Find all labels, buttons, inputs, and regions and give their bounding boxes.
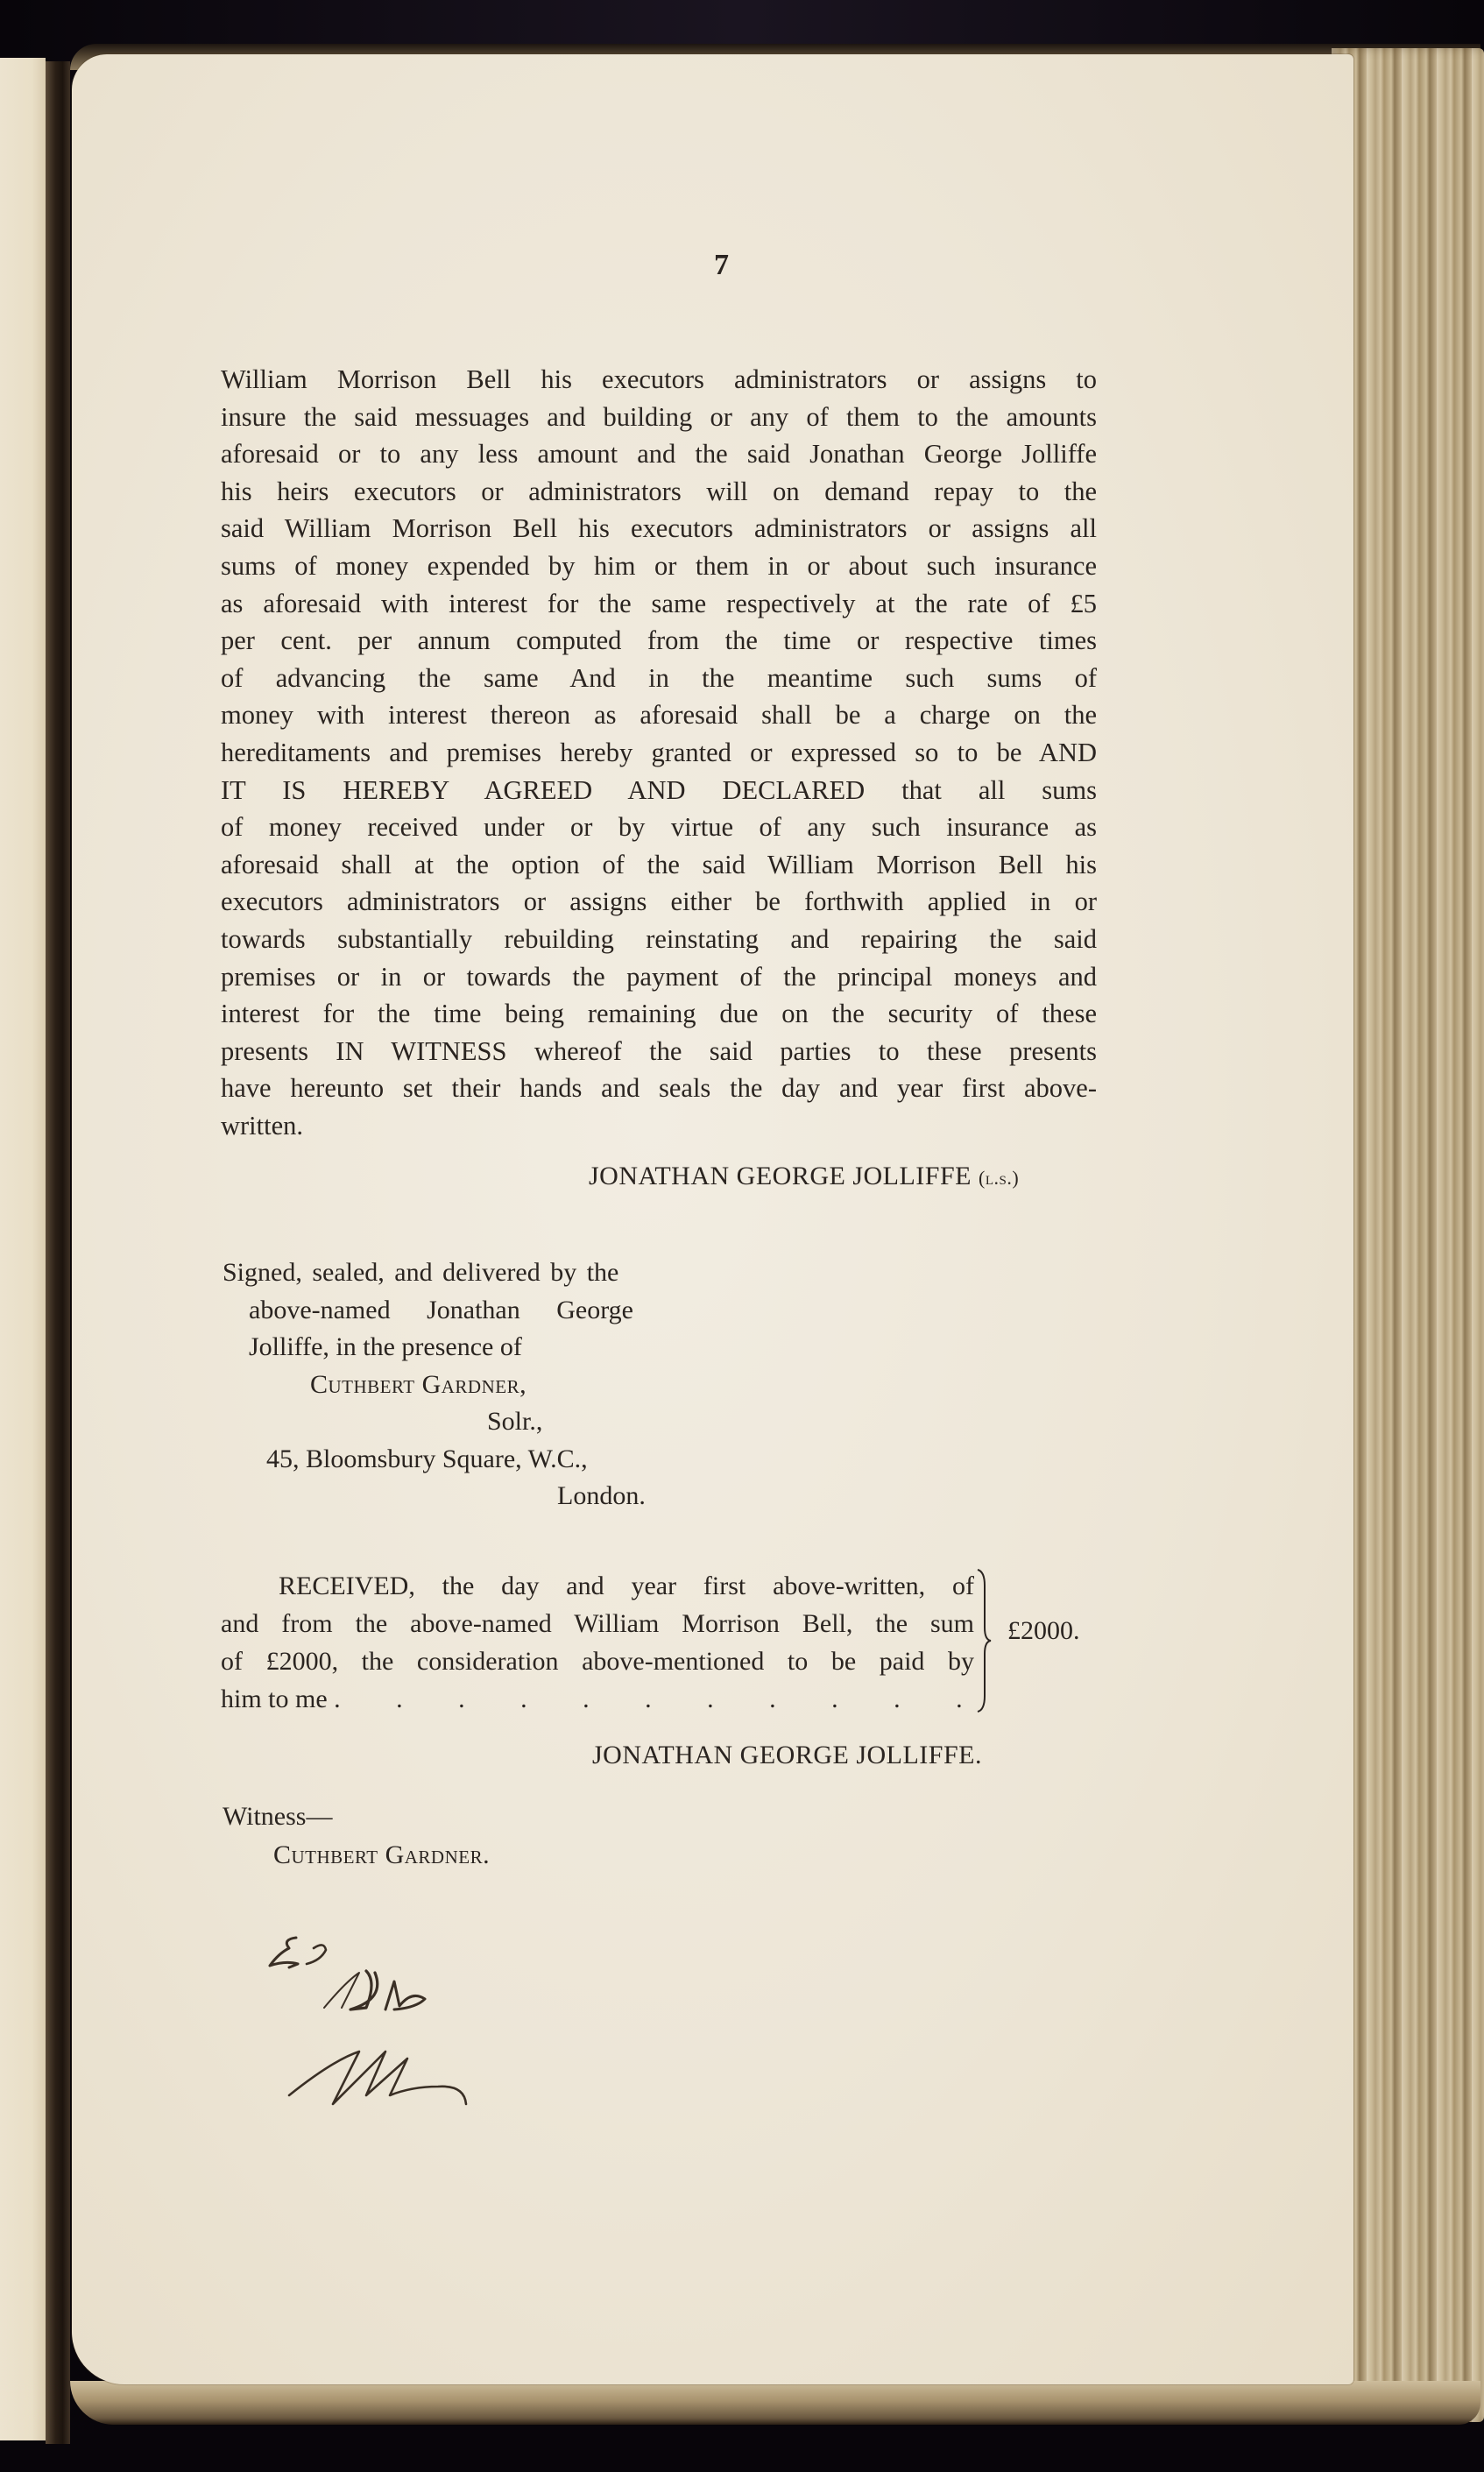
grantor-signature-line bbox=[589, 1162, 1019, 1191]
receipt-line: RECEIVED, the day and year first above-written, of bbox=[279, 1571, 974, 1600]
deed-body-line: have hereunto set their hands and seals the day and year first above- bbox=[221, 1073, 1097, 1104]
receipt-last-words: him to me bbox=[221, 1684, 328, 1713]
right-brace-icon bbox=[976, 1568, 992, 1713]
deed-body-text bbox=[221, 361, 1097, 1144]
attestation-clause bbox=[223, 1254, 696, 1515]
deed-body-line: written. bbox=[221, 1110, 304, 1141]
receipt-line-last bbox=[221, 1680, 987, 1718]
deed-body-line: of advancing the same And in the meantime such sums of bbox=[221, 662, 1097, 693]
witness-name: Cuthbert Gardner. bbox=[273, 1840, 491, 1869]
witness-label: Witness— bbox=[223, 1802, 333, 1831]
deed-body-line: William Morrison Bell his executors administrators or assigns to bbox=[221, 364, 1097, 394]
attesting-witness-title: Solr., bbox=[487, 1407, 543, 1436]
deed-body-line: aforesaid or to any less amount and the said Jonathan George Jolliffe bbox=[221, 439, 1097, 470]
deed-body-line: presents IN WITNESS whereof the said parties to these presents bbox=[221, 1035, 1097, 1066]
deed-body-line: IT IS HEREBY AGREED AND DECLARED that all sums bbox=[221, 774, 1097, 805]
grantor-name: JONATHAN GEORGE JOLLIFFE bbox=[589, 1162, 972, 1190]
receipt-signature: JONATHAN GEORGE JOLLIFFE. bbox=[592, 1741, 982, 1769]
deed-body-line: executors administrators or assigns either be forthwith applied in or bbox=[221, 886, 1097, 917]
deed-body-line: as aforesaid with interest for the same respectively at the rate of £5 bbox=[221, 588, 1097, 618]
page-fore-edge bbox=[1332, 48, 1484, 2422]
attesting-witness-name: Cuthbert Gardner, bbox=[310, 1369, 527, 1399]
receipt-clause bbox=[221, 1567, 987, 1718]
handwritten-initials bbox=[263, 1929, 543, 2130]
deed-body-line: said William Morrison Bell his executors administrators or assigns all bbox=[221, 513, 1097, 544]
deed-body-line: money with interest thereon as aforesaid shall be a charge on the bbox=[221, 700, 1097, 731]
attesting-witness-address: 45, Bloomsbury Square, W.C., bbox=[266, 1444, 588, 1473]
page-number: 7 bbox=[714, 249, 729, 281]
page-stack-bottom-edge bbox=[70, 2381, 1480, 2425]
attesting-witness-city: London. bbox=[557, 1481, 646, 1510]
facing-left-page bbox=[0, 58, 46, 2440]
receipt-line: and from the above-named William Morrison Bell, the sum bbox=[221, 1609, 974, 1638]
attestation-line: above-named Jonathan George bbox=[249, 1295, 633, 1324]
deed-body-line: his heirs executors or administrators will on demand repay to the bbox=[221, 476, 1097, 506]
deed-body-line: per cent. per annum computed from the time or respective times bbox=[221, 625, 1097, 656]
document-page bbox=[72, 54, 1353, 2384]
attestation-line: Signed, sealed, and delivered by the bbox=[223, 1258, 619, 1287]
deed-body-line: of money received under or by virtue of any such insurance as bbox=[221, 812, 1097, 843]
deed-body-line: insure the said messuages and building or any of them to the amounts bbox=[221, 401, 1097, 432]
book-gutter bbox=[46, 61, 70, 2444]
attestation-line: Jolliffe, in the presence of bbox=[249, 1332, 522, 1361]
receipt-amount: £2000. bbox=[1007, 1616, 1080, 1645]
leader-dots: . . . . . . . . . . . bbox=[334, 1684, 987, 1713]
deed-body-line: aforesaid shall at the option of the said William Morrison Bell his bbox=[221, 849, 1097, 879]
deed-body-line: towards substantially rebuilding reinstating and repairing the said bbox=[221, 923, 1097, 954]
receipt-witness-block bbox=[223, 1797, 490, 1875]
deed-body-line: interest for the time being remaining due on the security of these bbox=[221, 999, 1097, 1029]
deed-body-line: premises or in or towards the payment of the principal moneys and bbox=[221, 961, 1097, 992]
receipt-line: of £2000, the consideration above-mentioned to be paid by bbox=[221, 1647, 974, 1676]
page-content bbox=[221, 54, 1176, 2384]
deed-body-line: hereditaments and premises hereby granted or expressed so to be AND bbox=[221, 737, 1097, 767]
deed-body-line: sums of money expended by him or them in or about such insurance bbox=[221, 550, 1097, 581]
seal-mark: (l.s.) bbox=[979, 1167, 1020, 1189]
